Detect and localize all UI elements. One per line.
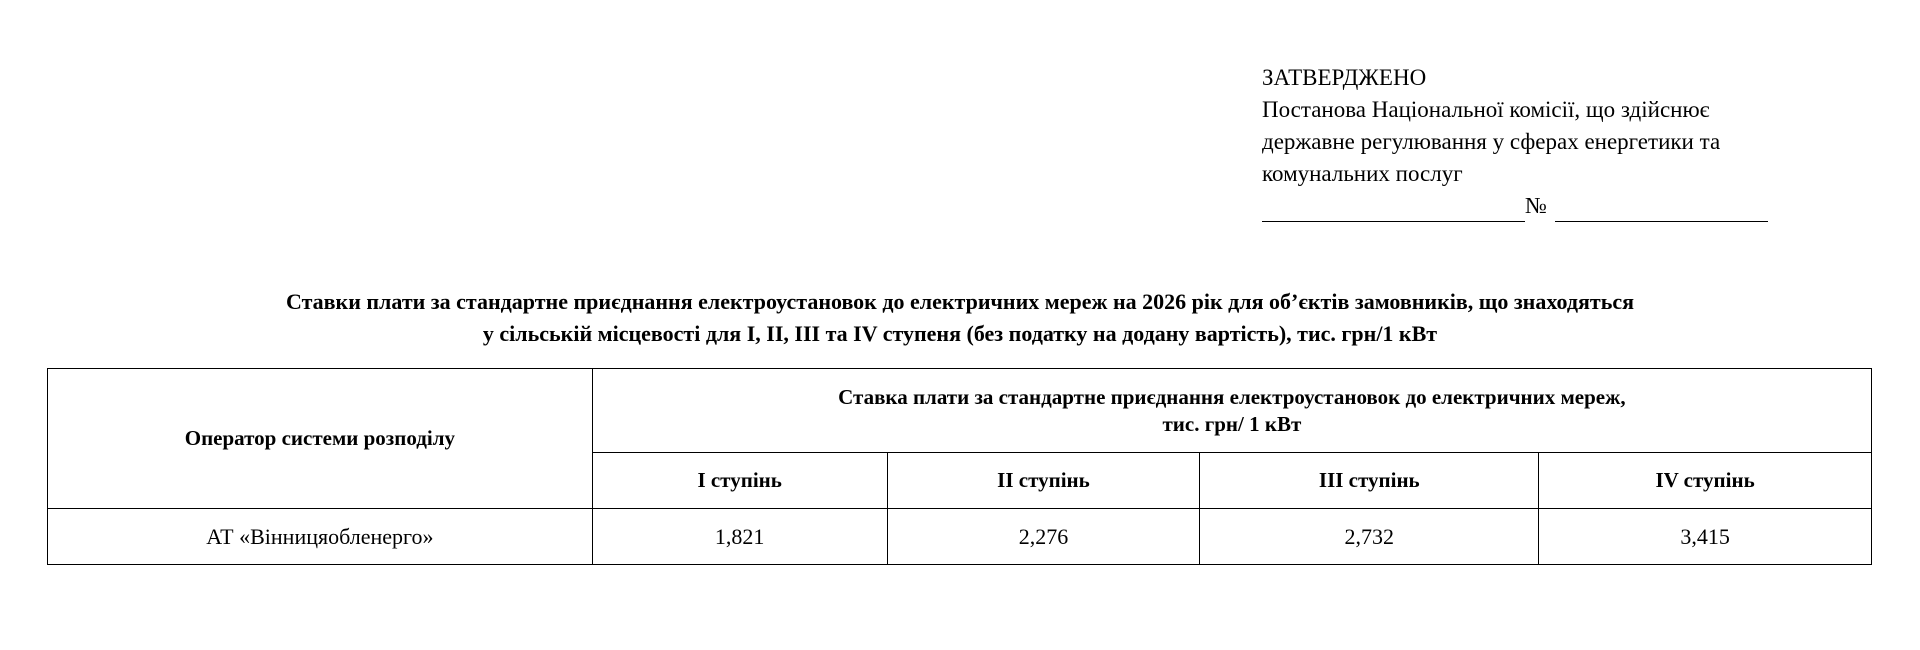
approval-heading: ЗАТВЕРДЖЕНО	[1262, 65, 1427, 90]
rate-header-line: Ставка плати за стандартне приєднання електроустановок до електричних мереж,	[838, 384, 1626, 409]
approval-line: комунальних послуг	[1262, 161, 1463, 186]
rate-group-header	[592, 369, 1871, 453]
document-title-line: у сільській місцевості для І, ІІ, ІІІ та ІV ступеня (без податку на додану вартість), тис. грн/1 кВт	[482, 321, 1438, 346]
document-title-line: Ставки плати за стандартне приєднання електроустановок до електричних мереж на 2026 рік для об’єктів замовників, що знаходяться	[285, 289, 1635, 314]
approval-line: державне регулювання у сферах енергетики та	[1262, 129, 1721, 154]
approval-line: Постанова Національної комісії, що здійснює	[1262, 97, 1710, 122]
stage-header-1: І ступінь	[592, 453, 887, 509]
operator-cell: АТ «Вінницяобленерго»	[48, 509, 593, 565]
number-blank	[1555, 199, 1768, 222]
rate-header-line: тис. грн/ 1 кВт	[1162, 411, 1302, 436]
stage-header-2: ІІ ступінь	[887, 453, 1200, 509]
operator-column-header: Оператор системи розподілу	[48, 369, 593, 509]
date-blank	[1262, 199, 1525, 222]
table-row	[48, 509, 1872, 565]
number-sign: №	[1525, 193, 1547, 218]
rate-cell-stage-3: 2,732	[1200, 509, 1539, 565]
stage-header-4: ІV ступінь	[1539, 453, 1872, 509]
date-number-line	[1262, 190, 1862, 222]
rate-cell-stage-1: 1,821	[592, 509, 887, 565]
rate-cell-stage-4: 3,415	[1539, 509, 1872, 565]
approval-block	[1262, 62, 1862, 222]
stage-header-3: ІІІ ступінь	[1200, 453, 1539, 509]
document-title	[0, 286, 1920, 350]
table-header-row	[48, 369, 1872, 453]
rate-cell-stage-2: 2,276	[887, 509, 1200, 565]
rates-table	[47, 368, 1872, 565]
